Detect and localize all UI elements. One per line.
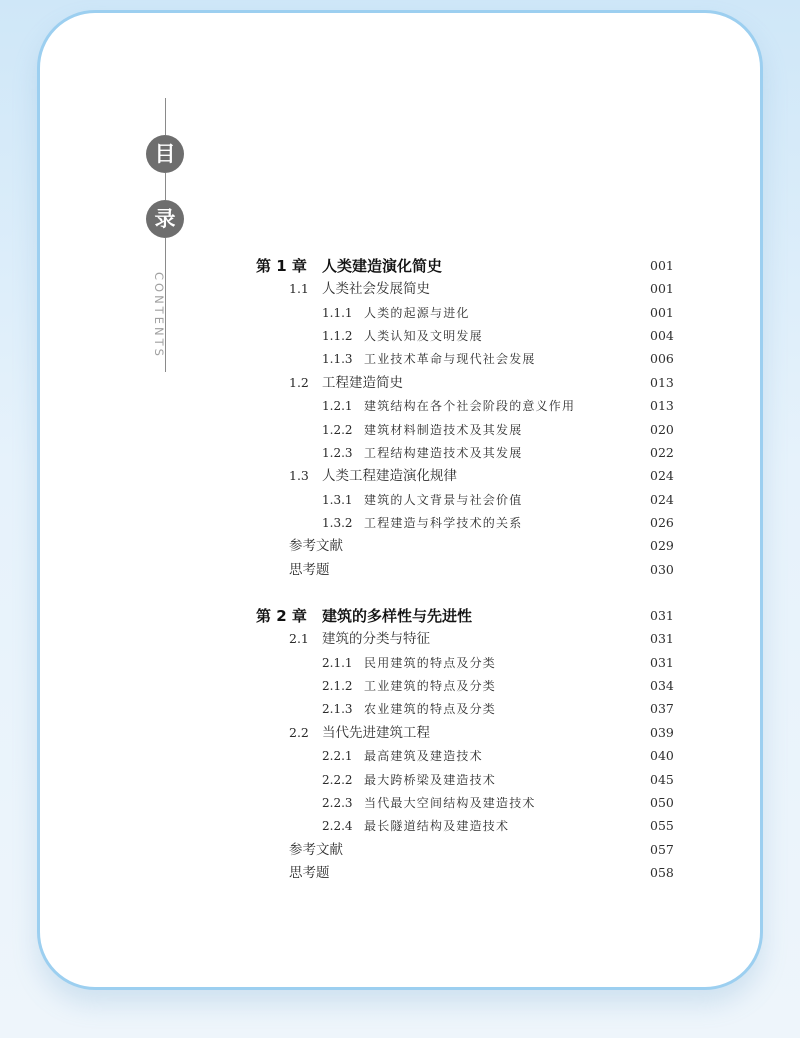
- toc-entry-page: 050: [650, 794, 674, 810]
- toc-entry-title: 民用建筑的特点及分类: [364, 655, 497, 670]
- toc-entry-page: 031: [650, 608, 674, 623]
- toc-entry-page: 013: [650, 374, 674, 390]
- toc-entry-number: 1.3: [289, 468, 309, 484]
- toc-entry-title: 人类工程建造演化规律: [322, 468, 457, 485]
- toc-entry-title: 工程结构建造技术及其发展: [364, 445, 523, 460]
- toc-entry-number: 2.1.1: [322, 655, 353, 670]
- toc-sub-row[interactable]: [0, 442, 800, 464]
- toc-entry-number: 1.2: [289, 374, 309, 390]
- toc-entry-page: 022: [650, 444, 674, 460]
- toc-entry-number: 2.2.3: [322, 795, 353, 810]
- toc-entry-page: 034: [650, 678, 674, 694]
- toc-entry-title: 人类认知及文明发展: [364, 329, 483, 344]
- toc-entry-page: 037: [650, 701, 674, 717]
- toc-entry-page: 055: [650, 818, 674, 834]
- toc-entry-title: 人类建造演化简史: [322, 257, 443, 275]
- toc-entry-page: 001: [650, 281, 674, 297]
- toc-entry-title: 最高建筑及建造技术: [364, 749, 483, 764]
- toc-entry-title: 人类的起源与进化: [364, 305, 470, 320]
- toc-entry-page: 020: [650, 421, 674, 437]
- toc-entry-title: 当代最大空间结构及建造技术: [364, 795, 536, 810]
- toc-extra-row[interactable]: [0, 535, 800, 557]
- toc-entry-number: 2.1.2: [322, 679, 353, 694]
- toc-entry-number: 第 1 章: [256, 257, 307, 275]
- toc-entry-title: 工程建造与科学技术的关系: [364, 515, 523, 530]
- toc-entry-page: 004: [650, 328, 674, 344]
- toc-sub-row[interactable]: [0, 348, 800, 370]
- toc-entry-page: 013: [650, 398, 674, 414]
- toc-entry-number: 1.1.3: [322, 352, 353, 367]
- toc-entry-number: 2.2: [289, 724, 309, 740]
- toc-section-row[interactable]: [0, 372, 800, 394]
- toc-entry-number: 1.1: [289, 281, 309, 297]
- toc-sub-row[interactable]: [0, 419, 800, 441]
- toc-entry-page: 057: [650, 841, 674, 857]
- toc-entry-number: 1.2.1: [322, 399, 353, 414]
- divider-line-top: [165, 98, 166, 135]
- contents-label: CONTENTS: [152, 272, 166, 359]
- toc-entry-number: 1.2.2: [322, 422, 353, 437]
- toc-section-row[interactable]: [0, 628, 800, 650]
- toc-entry-page: 024: [650, 491, 674, 507]
- toc-entry-title: 最大跨桥梁及建造技术: [364, 772, 497, 787]
- toc-entry-title: 当代先进建筑工程: [322, 724, 430, 741]
- toc-entry-title: 建筑结构在各个社会阶段的意义作用: [364, 399, 576, 414]
- toc-section-row[interactable]: [0, 722, 800, 744]
- toc-entry-title: 建筑的分类与特征: [322, 631, 430, 648]
- toc-sub-row[interactable]: [0, 395, 800, 417]
- toc-section-row[interactable]: [0, 278, 800, 300]
- toc-sub-row[interactable]: [0, 675, 800, 697]
- divider-line-middle: [165, 173, 166, 200]
- toc-entry-page: 030: [650, 561, 674, 577]
- toc-section-row[interactable]: [0, 465, 800, 487]
- toc-entry-page: 045: [650, 771, 674, 787]
- toc-entry-number: 1.1.2: [322, 329, 353, 344]
- toc-entry-page: 058: [650, 864, 674, 880]
- toc-entry-title: 建筑的人文背景与社会价值: [364, 492, 523, 507]
- toc-entry-number: 2.2.2: [322, 772, 353, 787]
- toc-entry-page: 029: [650, 538, 674, 554]
- toc-entry-title: 最长隧道结构及建造技术: [364, 819, 510, 834]
- toc-entry-number: 1.2.3: [322, 445, 353, 460]
- toc-entry-number: 2.1.3: [322, 702, 353, 717]
- toc-char-lu: 录: [146, 200, 184, 238]
- toc-entry-page: 006: [650, 351, 674, 367]
- toc-entry-number: 1.3.2: [322, 515, 353, 530]
- toc-char-mu: 目: [146, 135, 184, 173]
- toc-entry-title: 工业技术革命与现代社会发展: [364, 352, 536, 367]
- toc-sub-row[interactable]: [0, 489, 800, 511]
- toc-extra-row[interactable]: [0, 839, 800, 861]
- toc-entry-title: 建筑材料制造技术及其发展: [364, 422, 523, 437]
- toc-entry-number: 1.3.1: [322, 492, 353, 507]
- toc-sub-row[interactable]: [0, 698, 800, 720]
- toc-entry-page: 040: [650, 748, 674, 764]
- toc-sub-row[interactable]: [0, 302, 800, 324]
- toc-extra-row[interactable]: [0, 862, 800, 884]
- toc-entry-page: 031: [650, 631, 674, 647]
- toc-entry-number: 2.1: [289, 631, 309, 647]
- toc-sub-row[interactable]: [0, 652, 800, 674]
- toc-entry-title: 农业建筑的特点及分类: [364, 702, 497, 717]
- toc-sub-row[interactable]: [0, 815, 800, 837]
- toc-chapter-row[interactable]: [0, 255, 800, 277]
- toc-entry-page: 039: [650, 724, 674, 740]
- toc-entry-title: 建筑的多样性与先进性: [322, 607, 473, 625]
- toc-entry-title: 工程建造简史: [322, 374, 403, 391]
- toc-entry-number: 2.2.1: [322, 749, 353, 764]
- toc-entry-title: 人类社会发展简史: [322, 281, 430, 298]
- toc-extra-row[interactable]: [0, 559, 800, 581]
- toc-entry-number: 2.2.4: [322, 819, 353, 834]
- toc-entry-title: 思考题: [289, 561, 330, 578]
- toc-entry-title: 思考题: [289, 864, 330, 881]
- toc-entry-number: 1.1.1: [322, 305, 353, 320]
- toc-sub-row[interactable]: [0, 512, 800, 534]
- toc-chapter-row[interactable]: [0, 605, 800, 627]
- toc-entry-title: 参考文献: [289, 841, 343, 858]
- toc-entry-number: 第 2 章: [256, 607, 307, 625]
- toc-entry-page: 001: [650, 258, 674, 273]
- toc-entry-page: 026: [650, 514, 674, 530]
- toc-sub-row[interactable]: [0, 769, 800, 791]
- toc-entry-page: 024: [650, 468, 674, 484]
- toc-entry-title: 工业建筑的特点及分类: [364, 679, 497, 694]
- toc-entry-title: 参考文献: [289, 538, 343, 555]
- toc-sub-row[interactable]: [0, 792, 800, 814]
- toc-entry-page: 031: [650, 654, 674, 670]
- toc-sub-row[interactable]: [0, 325, 800, 347]
- toc-sub-row[interactable]: [0, 745, 800, 767]
- toc-entry-page: 001: [650, 304, 674, 320]
